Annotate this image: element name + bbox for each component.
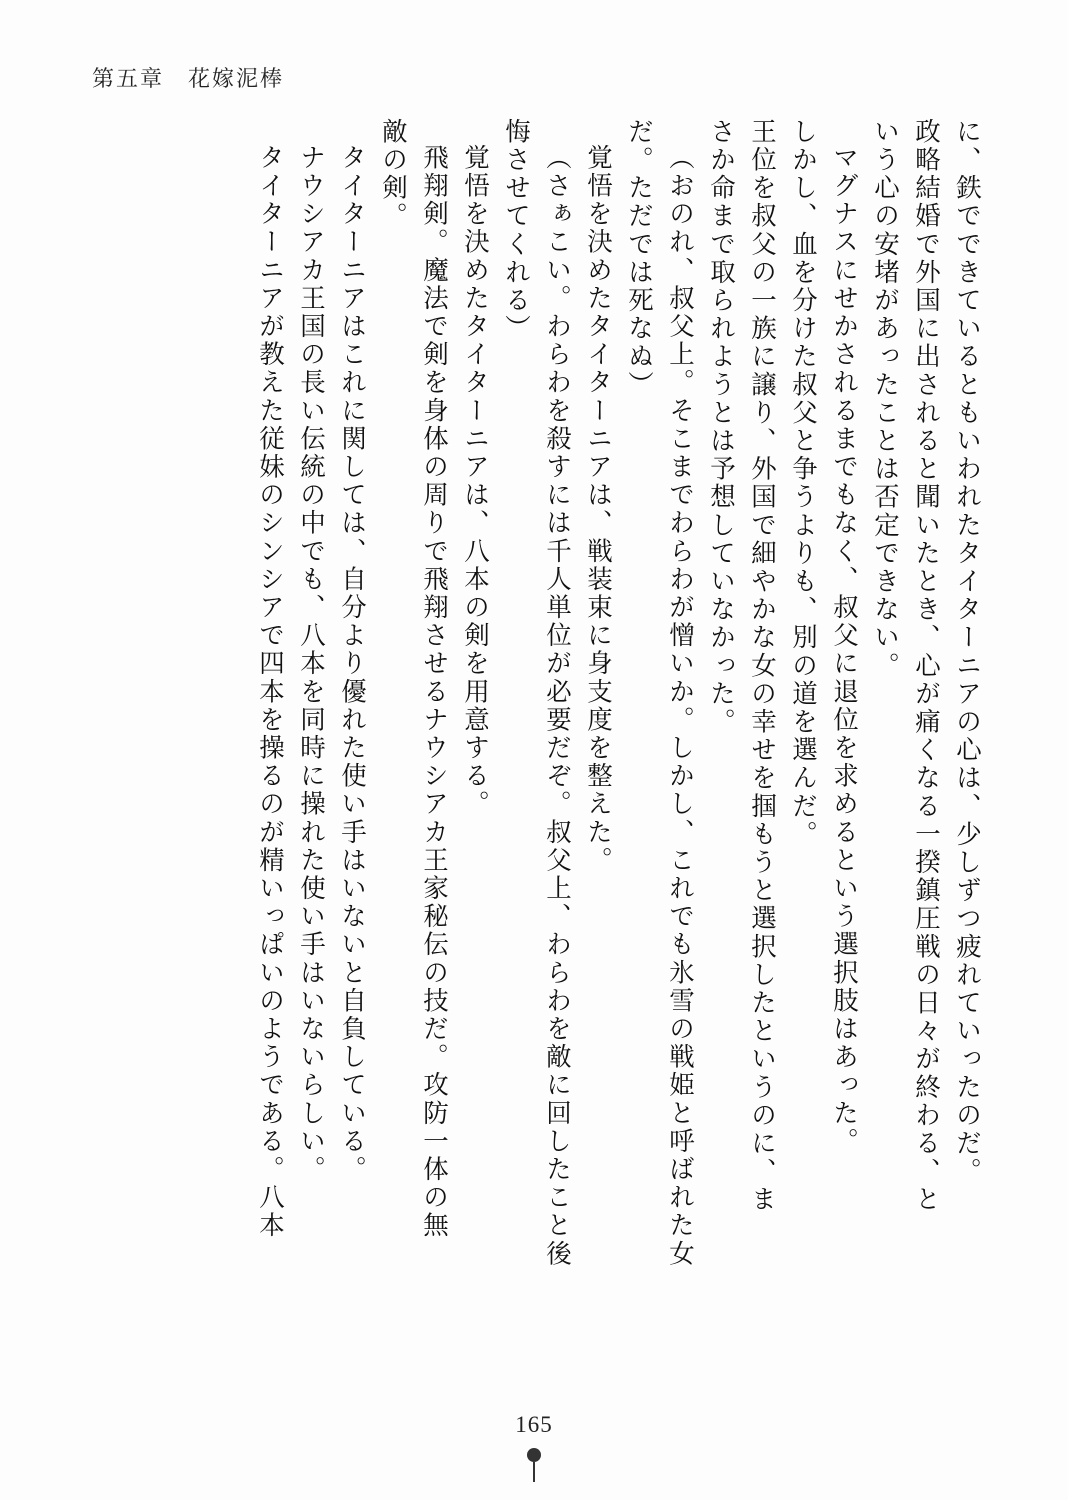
vertical-text-body: [72, 118, 980, 1368]
text-column: （おのれ、叔父上。そこまでわらわが憎いか。しかし、これでも氷雪の戦姫と呼ばれた女: [666, 144, 695, 1268]
text-column: （さぁこい。わらわを殺すには千人単位が必要だぞ。叔父上、わらわを敵に回したこと後: [543, 144, 572, 1268]
text-column: 悔させてくれる）: [502, 118, 531, 343]
page-number: 165: [515, 1412, 553, 1437]
text-column: 覚悟を決めたタイターニアは、戦装束に身支度を整えた。: [584, 144, 613, 875]
text-column: マグナスにせかされるまでもなく、叔父に退位を求めるという選択肢はあった。: [830, 144, 859, 1156]
page-footer-mark-icon: [527, 1448, 541, 1482]
chapter-running-header: 第五章 花嫁泥棒: [92, 66, 285, 91]
text-column: いう心の安堵があったことは否定できない。: [871, 118, 900, 680]
text-column: に、鉄でできているともいわれたタイターニアの心は、少しずつ疲れていったのだ。: [953, 118, 982, 1186]
text-column: タイターニアが教えた従妹のシンシアで四本を操るのが精いっぱいのようである。八本: [256, 144, 285, 1240]
text-column: 王位を叔父の一族に譲り、外国で細やかな女の幸せを掴もうと選択したというのに、ま: [748, 118, 777, 1214]
text-column: 政略結婚で外国に出されると聞いたとき、心が痛くなる一揆鎮圧戦の日々が終わる、と: [912, 118, 941, 1214]
text-column: タイターニアはこれに関しては、自分より優れた使い手はいないと自負している。: [338, 144, 367, 1184]
text-column: 覚悟を決めたタイターニアは、八本の剣を用意する。: [461, 144, 490, 819]
text-column: 飛翔剣。魔法で剣を身体の周りで飛翔させるナウシアカ王家秘伝の技だ。攻防一体の無: [420, 144, 449, 1240]
text-column: さか命まで取られようとは予想していなかった。: [707, 118, 736, 737]
text-column: しかし、血を分けた叔父と争うよりも、別の道を選んだ。: [789, 118, 818, 849]
text-column: 敵の剣。: [379, 118, 408, 231]
text-column: だ。ただでは死なぬ）: [625, 118, 654, 399]
text-column: ナウシアカ王国の長い伝統の中でも、八本を同時に操れた使い手はいないらしい。: [297, 144, 326, 1184]
